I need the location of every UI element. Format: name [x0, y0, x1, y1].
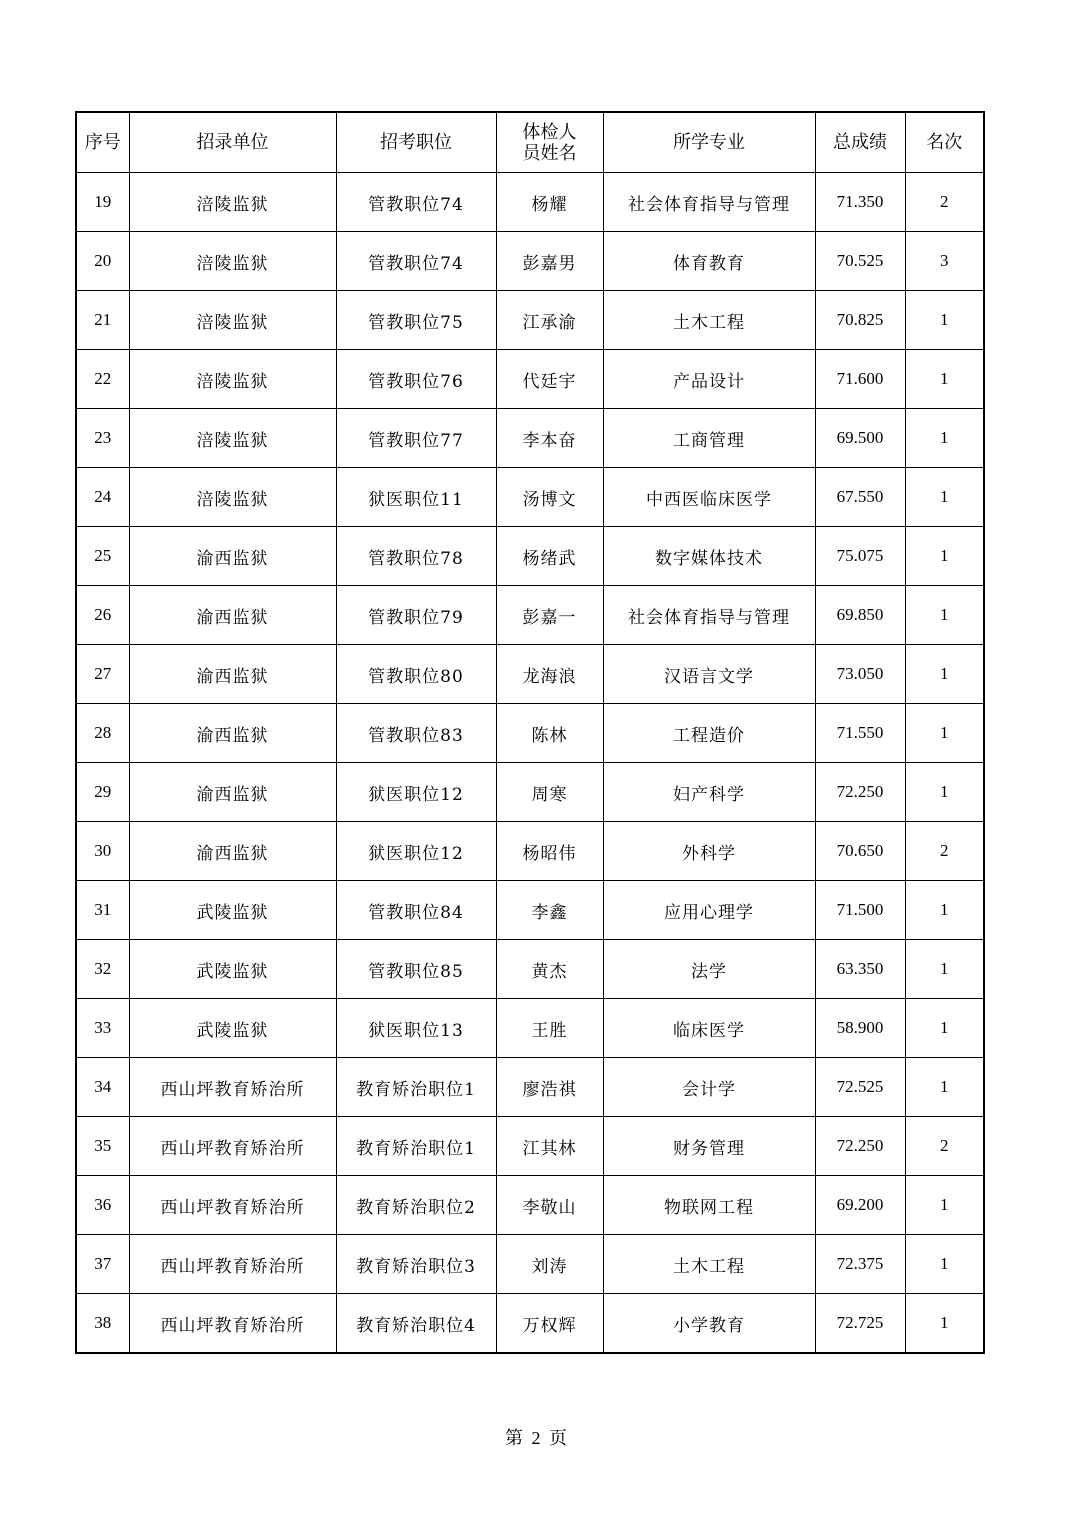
cell-name: 万权辉 — [496, 1294, 603, 1354]
cell-name: 黄杰 — [496, 940, 603, 999]
cell-unit: 西山坪教育矫治所 — [129, 1235, 336, 1294]
cell-major: 土木工程 — [603, 291, 815, 350]
cell-rank: 1 — [905, 645, 984, 704]
cell-name: 彭嘉男 — [496, 232, 603, 291]
header-rank: 名次 — [905, 112, 984, 173]
cell-position: 管教职位76 — [336, 350, 496, 409]
cell-unit: 西山坪教育矫治所 — [129, 1058, 336, 1117]
header-position: 招考职位 — [336, 112, 496, 173]
cell-index: 33 — [76, 999, 129, 1058]
cell-unit: 渝西监狱 — [129, 527, 336, 586]
header-row — [76, 112, 984, 173]
cell-index: 32 — [76, 940, 129, 999]
header-major: 所学专业 — [603, 112, 815, 173]
cell-index: 28 — [76, 704, 129, 763]
cell-score: 70.525 — [815, 232, 905, 291]
cell-position: 管教职位85 — [336, 940, 496, 999]
cell-unit: 涪陵监狱 — [129, 350, 336, 409]
cell-name: 龙海浪 — [496, 645, 603, 704]
cell-rank: 1 — [905, 586, 984, 645]
table-row — [76, 291, 984, 350]
cell-unit: 渝西监狱 — [129, 822, 336, 881]
table-row — [76, 409, 984, 468]
cell-score: 58.900 — [815, 999, 905, 1058]
cell-position: 管教职位74 — [336, 173, 496, 232]
cell-rank: 1 — [905, 704, 984, 763]
cell-score: 71.550 — [815, 704, 905, 763]
cell-major: 社会体育指导与管理 — [603, 173, 815, 232]
cell-name: 王胜 — [496, 999, 603, 1058]
cell-score: 71.350 — [815, 173, 905, 232]
header-name-line2: 员姓名 — [522, 142, 577, 164]
cell-rank: 1 — [905, 468, 984, 527]
cell-rank: 1 — [905, 527, 984, 586]
table-row — [76, 645, 984, 704]
cell-score: 75.075 — [815, 527, 905, 586]
table-row — [76, 1235, 984, 1294]
cell-score: 72.375 — [815, 1235, 905, 1294]
exam-results-table — [75, 111, 985, 1354]
cell-position: 狱医职位12 — [336, 763, 496, 822]
cell-major: 物联网工程 — [603, 1176, 815, 1235]
cell-index: 36 — [76, 1176, 129, 1235]
cell-score: 72.250 — [815, 763, 905, 822]
cell-unit: 涪陵监狱 — [129, 232, 336, 291]
cell-rank: 1 — [905, 350, 984, 409]
cell-unit: 武陵监狱 — [129, 940, 336, 999]
cell-rank: 1 — [905, 763, 984, 822]
cell-rank: 1 — [905, 291, 984, 350]
cell-name: 杨绪武 — [496, 527, 603, 586]
cell-position: 狱医职位12 — [336, 822, 496, 881]
cell-rank: 1 — [905, 1058, 984, 1117]
cell-position: 管教职位75 — [336, 291, 496, 350]
cell-major: 妇产科学 — [603, 763, 815, 822]
cell-name: 李敬山 — [496, 1176, 603, 1235]
cell-index: 20 — [76, 232, 129, 291]
cell-position: 管教职位84 — [336, 881, 496, 940]
header-name — [496, 112, 603, 173]
table-row — [76, 940, 984, 999]
cell-unit: 武陵监狱 — [129, 881, 336, 940]
table-row — [76, 763, 984, 822]
table-row — [76, 586, 984, 645]
table-row — [76, 1058, 984, 1117]
cell-name: 杨耀 — [496, 173, 603, 232]
cell-unit: 渝西监狱 — [129, 763, 336, 822]
cell-position: 教育矫治职位1 — [336, 1117, 496, 1176]
cell-major: 数字媒体技术 — [603, 527, 815, 586]
cell-name: 李本奋 — [496, 409, 603, 468]
table-row — [76, 1176, 984, 1235]
cell-position: 管教职位83 — [336, 704, 496, 763]
table-row — [76, 468, 984, 527]
cell-rank: 2 — [905, 822, 984, 881]
cell-major: 临床医学 — [603, 999, 815, 1058]
table-body — [76, 173, 984, 1354]
cell-position: 教育矫治职位4 — [336, 1294, 496, 1354]
cell-unit: 西山坪教育矫治所 — [129, 1117, 336, 1176]
cell-position: 管教职位74 — [336, 232, 496, 291]
table-row — [76, 350, 984, 409]
cell-score: 73.050 — [815, 645, 905, 704]
cell-position: 管教职位78 — [336, 527, 496, 586]
cell-score: 69.850 — [815, 586, 905, 645]
cell-unit: 涪陵监狱 — [129, 291, 336, 350]
header-score: 总成绩 — [815, 112, 905, 173]
cell-index: 21 — [76, 291, 129, 350]
page-number: 第 2 页 — [505, 1428, 569, 1448]
cell-name: 汤博文 — [496, 468, 603, 527]
table-row — [76, 999, 984, 1058]
cell-rank: 1 — [905, 409, 984, 468]
table-row — [76, 173, 984, 232]
cell-position: 教育矫治职位3 — [336, 1235, 496, 1294]
cell-unit: 渝西监狱 — [129, 645, 336, 704]
cell-score: 63.350 — [815, 940, 905, 999]
cell-major: 法学 — [603, 940, 815, 999]
cell-major: 体育教育 — [603, 232, 815, 291]
cell-index: 22 — [76, 350, 129, 409]
cell-name: 杨昭伟 — [496, 822, 603, 881]
table-row — [76, 822, 984, 881]
header-name-line1: 体检人 — [522, 121, 577, 143]
cell-name: 廖浩祺 — [496, 1058, 603, 1117]
cell-score: 70.650 — [815, 822, 905, 881]
cell-rank: 1 — [905, 999, 984, 1058]
cell-position: 管教职位80 — [336, 645, 496, 704]
cell-name: 江承渝 — [496, 291, 603, 350]
cell-index: 37 — [76, 1235, 129, 1294]
cell-position: 教育矫治职位1 — [336, 1058, 496, 1117]
cell-index: 24 — [76, 468, 129, 527]
cell-unit: 涪陵监狱 — [129, 409, 336, 468]
cell-score: 70.825 — [815, 291, 905, 350]
cell-major: 社会体育指导与管理 — [603, 586, 815, 645]
cell-name: 彭嘉一 — [496, 586, 603, 645]
cell-position: 管教职位77 — [336, 409, 496, 468]
cell-major: 中西医临床医学 — [603, 468, 815, 527]
cell-unit: 渝西监狱 — [129, 704, 336, 763]
cell-unit: 渝西监狱 — [129, 586, 336, 645]
cell-position: 教育矫治职位2 — [336, 1176, 496, 1235]
table-row — [76, 1294, 984, 1354]
cell-major: 土木工程 — [603, 1235, 815, 1294]
table-row — [76, 1117, 984, 1176]
header-index: 序号 — [76, 112, 129, 173]
cell-index: 34 — [76, 1058, 129, 1117]
cell-unit: 西山坪教育矫治所 — [129, 1176, 336, 1235]
cell-index: 31 — [76, 881, 129, 940]
cell-name: 周寒 — [496, 763, 603, 822]
cell-rank: 2 — [905, 173, 984, 232]
cell-score: 67.550 — [815, 468, 905, 527]
cell-unit: 西山坪教育矫治所 — [129, 1294, 336, 1354]
cell-rank: 1 — [905, 940, 984, 999]
cell-rank: 1 — [905, 881, 984, 940]
cell-name: 陈林 — [496, 704, 603, 763]
cell-index: 19 — [76, 173, 129, 232]
cell-index: 29 — [76, 763, 129, 822]
cell-unit: 武陵监狱 — [129, 999, 336, 1058]
cell-score: 72.250 — [815, 1117, 905, 1176]
cell-name: 江其林 — [496, 1117, 603, 1176]
table-row — [76, 232, 984, 291]
cell-position: 狱医职位11 — [336, 468, 496, 527]
cell-major: 汉语言文学 — [603, 645, 815, 704]
cell-rank: 3 — [905, 232, 984, 291]
table-header — [76, 112, 984, 173]
cell-major: 小学教育 — [603, 1294, 815, 1354]
cell-unit: 涪陵监狱 — [129, 173, 336, 232]
cell-position: 狱医职位13 — [336, 999, 496, 1058]
cell-rank: 1 — [905, 1176, 984, 1235]
table-row — [76, 881, 984, 940]
cell-index: 35 — [76, 1117, 129, 1176]
cell-rank: 1 — [905, 1235, 984, 1294]
cell-index: 27 — [76, 645, 129, 704]
cell-name: 刘涛 — [496, 1235, 603, 1294]
cell-score: 69.500 — [815, 409, 905, 468]
cell-name: 代廷宇 — [496, 350, 603, 409]
cell-major: 财务管理 — [603, 1117, 815, 1176]
cell-rank: 1 — [905, 1294, 984, 1354]
cell-index: 25 — [76, 527, 129, 586]
cell-score: 72.525 — [815, 1058, 905, 1117]
cell-major: 会计学 — [603, 1058, 815, 1117]
cell-rank: 2 — [905, 1117, 984, 1176]
cell-index: 23 — [76, 409, 129, 468]
cell-score: 69.200 — [815, 1176, 905, 1235]
cell-major: 产品设计 — [603, 350, 815, 409]
cell-major: 工商管理 — [603, 409, 815, 468]
cell-major: 外科学 — [603, 822, 815, 881]
cell-position: 管教职位79 — [336, 586, 496, 645]
table-row — [76, 527, 984, 586]
table-row — [76, 704, 984, 763]
cell-index: 30 — [76, 822, 129, 881]
cell-score: 72.725 — [815, 1294, 905, 1354]
cell-score: 71.600 — [815, 350, 905, 409]
cell-name: 李鑫 — [496, 881, 603, 940]
cell-unit: 涪陵监狱 — [129, 468, 336, 527]
cell-major: 工程造价 — [603, 704, 815, 763]
header-unit: 招录单位 — [129, 112, 336, 173]
cell-index: 38 — [76, 1294, 129, 1354]
cell-score: 71.500 — [815, 881, 905, 940]
cell-major: 应用心理学 — [603, 881, 815, 940]
cell-index: 26 — [76, 586, 129, 645]
